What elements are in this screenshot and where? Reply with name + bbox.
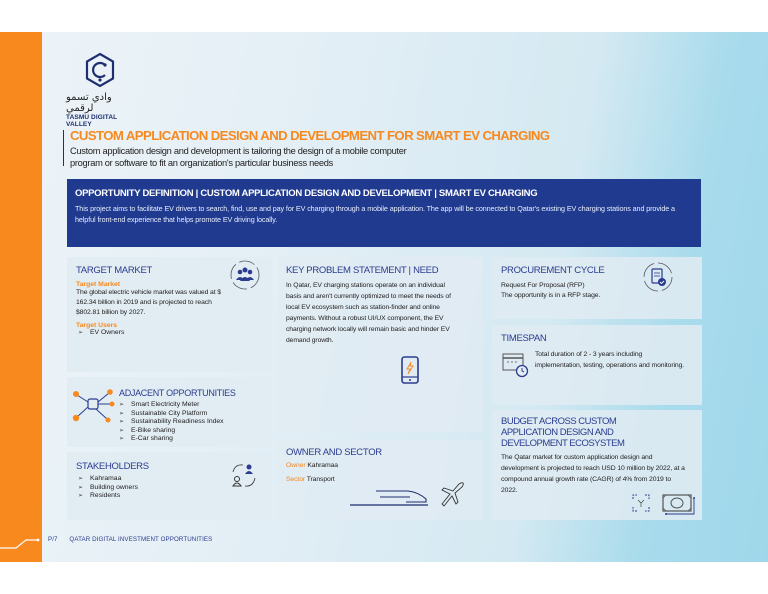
procurement-line-1: Request For Proposal (RFP) [501,282,585,289]
target-market-card [67,257,272,372]
money-bill-icon [660,492,696,516]
sector-label: Sector [286,476,306,483]
adjacent-opportunities-title: ADJACENT OPPORTUNITIES [119,388,236,398]
footer-circuit-line-icon [0,532,42,552]
adjacent-opportunities-list [117,401,224,444]
footer-label: QATAR DIGITAL INVESTMENT OPPORTUNITIES [69,536,213,543]
people-group-icon [229,259,261,291]
timespan-card [492,325,702,405]
page-title: CUSTOM APPLICATION DESIGN AND DEVELOPMENT FOR SMART EV CHARGING [70,128,550,143]
key-problem-title: KEY PROBLEM STATEMENT | NEED [286,265,439,276]
stakeholders-card [67,452,272,520]
scan-target-icon [630,492,652,514]
subtitle-line-1: Custom application design and development is tailoring the design of a mobile computer [70,146,407,156]
key-problem-text: In Qatar, EV charging stations operate on an individual basis and aren't currently optimized to meet the needs of local EV ecosystem such as station-finder and online payments. Without a robust UI/UX component, the EV charging network locally will remain basic and hinder EV demand growth. [286,282,451,344]
list-item: ➢ Residents [76,492,263,501]
logo-arabic-text: وادي تسمو لرقمي [66,92,112,114]
sector-value: Transport [306,476,335,483]
target-market-text: The global electric vehicle market was valued at $ 162.34 billion in 2019 and is projected to reach $802.81 billion by 2027. [76,289,221,316]
tasmu-hexagon-icon [84,52,116,88]
stakeholders-title: STAKEHOLDERS [76,461,149,472]
timespan-text: Total duration of 2 - 3 years including implementation, testing, operations and monitoring. [535,351,685,369]
train-icon [348,485,433,507]
page-number: P/7 [48,536,58,543]
budget-title-line-3: DEVELOPMENT ECOSYSTEM [501,438,625,449]
list-item: ➢ Building owners [76,484,263,493]
title-bracket [63,130,69,166]
mobile-charging-icon [400,355,420,385]
budget-title [501,416,693,449]
owner-value: Kahramaa [307,462,338,469]
budget-text: The Qatar market for custom application design and development is projected to reach USD 10 million by 2022, at a compound annual growth rate (CAGR) of 4% from 2019 to 2022. [501,454,685,494]
document-approval-icon [642,261,674,293]
target-market-title: TARGET MARKET [76,265,152,276]
target-users-label: Target Users [76,322,118,329]
list-item: ➢ E-Bike sharing [117,427,224,436]
key-problem-card [278,257,483,432]
list-item: ➢ EV Owners [76,329,263,338]
procurement-card [492,257,702,319]
procurement-line-2: The opportunity is in a RFP stage. [501,292,601,299]
list-item: ➢ Sustainable City Platform [117,410,224,419]
budget-title-line-2: APPLICATION DESIGN AND [501,427,614,438]
opportunity-definition-box [67,179,701,247]
tasmu-logo [66,52,136,128]
budget-title-line-1: BUDGET ACROSS CUSTOM [501,416,617,427]
target-users-list [76,329,263,338]
logo-english-text: TASMU DIGITAL VALLEY [66,114,118,128]
list-item: ➢ Smart Electricity Meter [117,401,224,410]
opportunity-title: OPPORTUNITY DEFINITION | CUSTOM APPLICATION DESIGN AND DEVELOPMENT | SMART EV CHARGING [75,188,538,199]
timespan-title: TIMESPAN [501,333,547,344]
calendar-clock-icon [501,351,531,379]
stakeholder-exchange-icon [227,460,259,492]
page-subtitle [70,145,490,169]
list-item: ➢ Kahramaa [76,475,263,484]
owner-label: Owner [286,462,306,469]
target-market-label: Target Market [76,281,121,288]
subtitle-line-2: program or software to fit an organization's particular business needs [70,158,333,168]
owner-sector-card [278,440,483,520]
footer [48,536,212,543]
opportunity-text: This project aims to facilitate EV drivers to search, find, use and pay for EV charging through a mobile application. The app will be connected to Qatar's existing EV charging stations and provide a helpful front-end experience that helps promote EV driving locally. [75,204,675,224]
network-nodes-icon [71,385,117,427]
list-item: ➢ E-Car sharing [117,435,224,444]
adjacent-opportunities-card [67,377,272,447]
owner-sector-title: OWNER AND SECTOR [286,447,382,458]
list-item: ➢ Sustainability Readiness Index [117,418,224,427]
owner-row [286,461,475,471]
orange-side-stripe [0,32,42,562]
airplane-icon [438,480,466,508]
budget-card [492,410,702,520]
procurement-title: PROCUREMENT CYCLE [501,265,605,276]
